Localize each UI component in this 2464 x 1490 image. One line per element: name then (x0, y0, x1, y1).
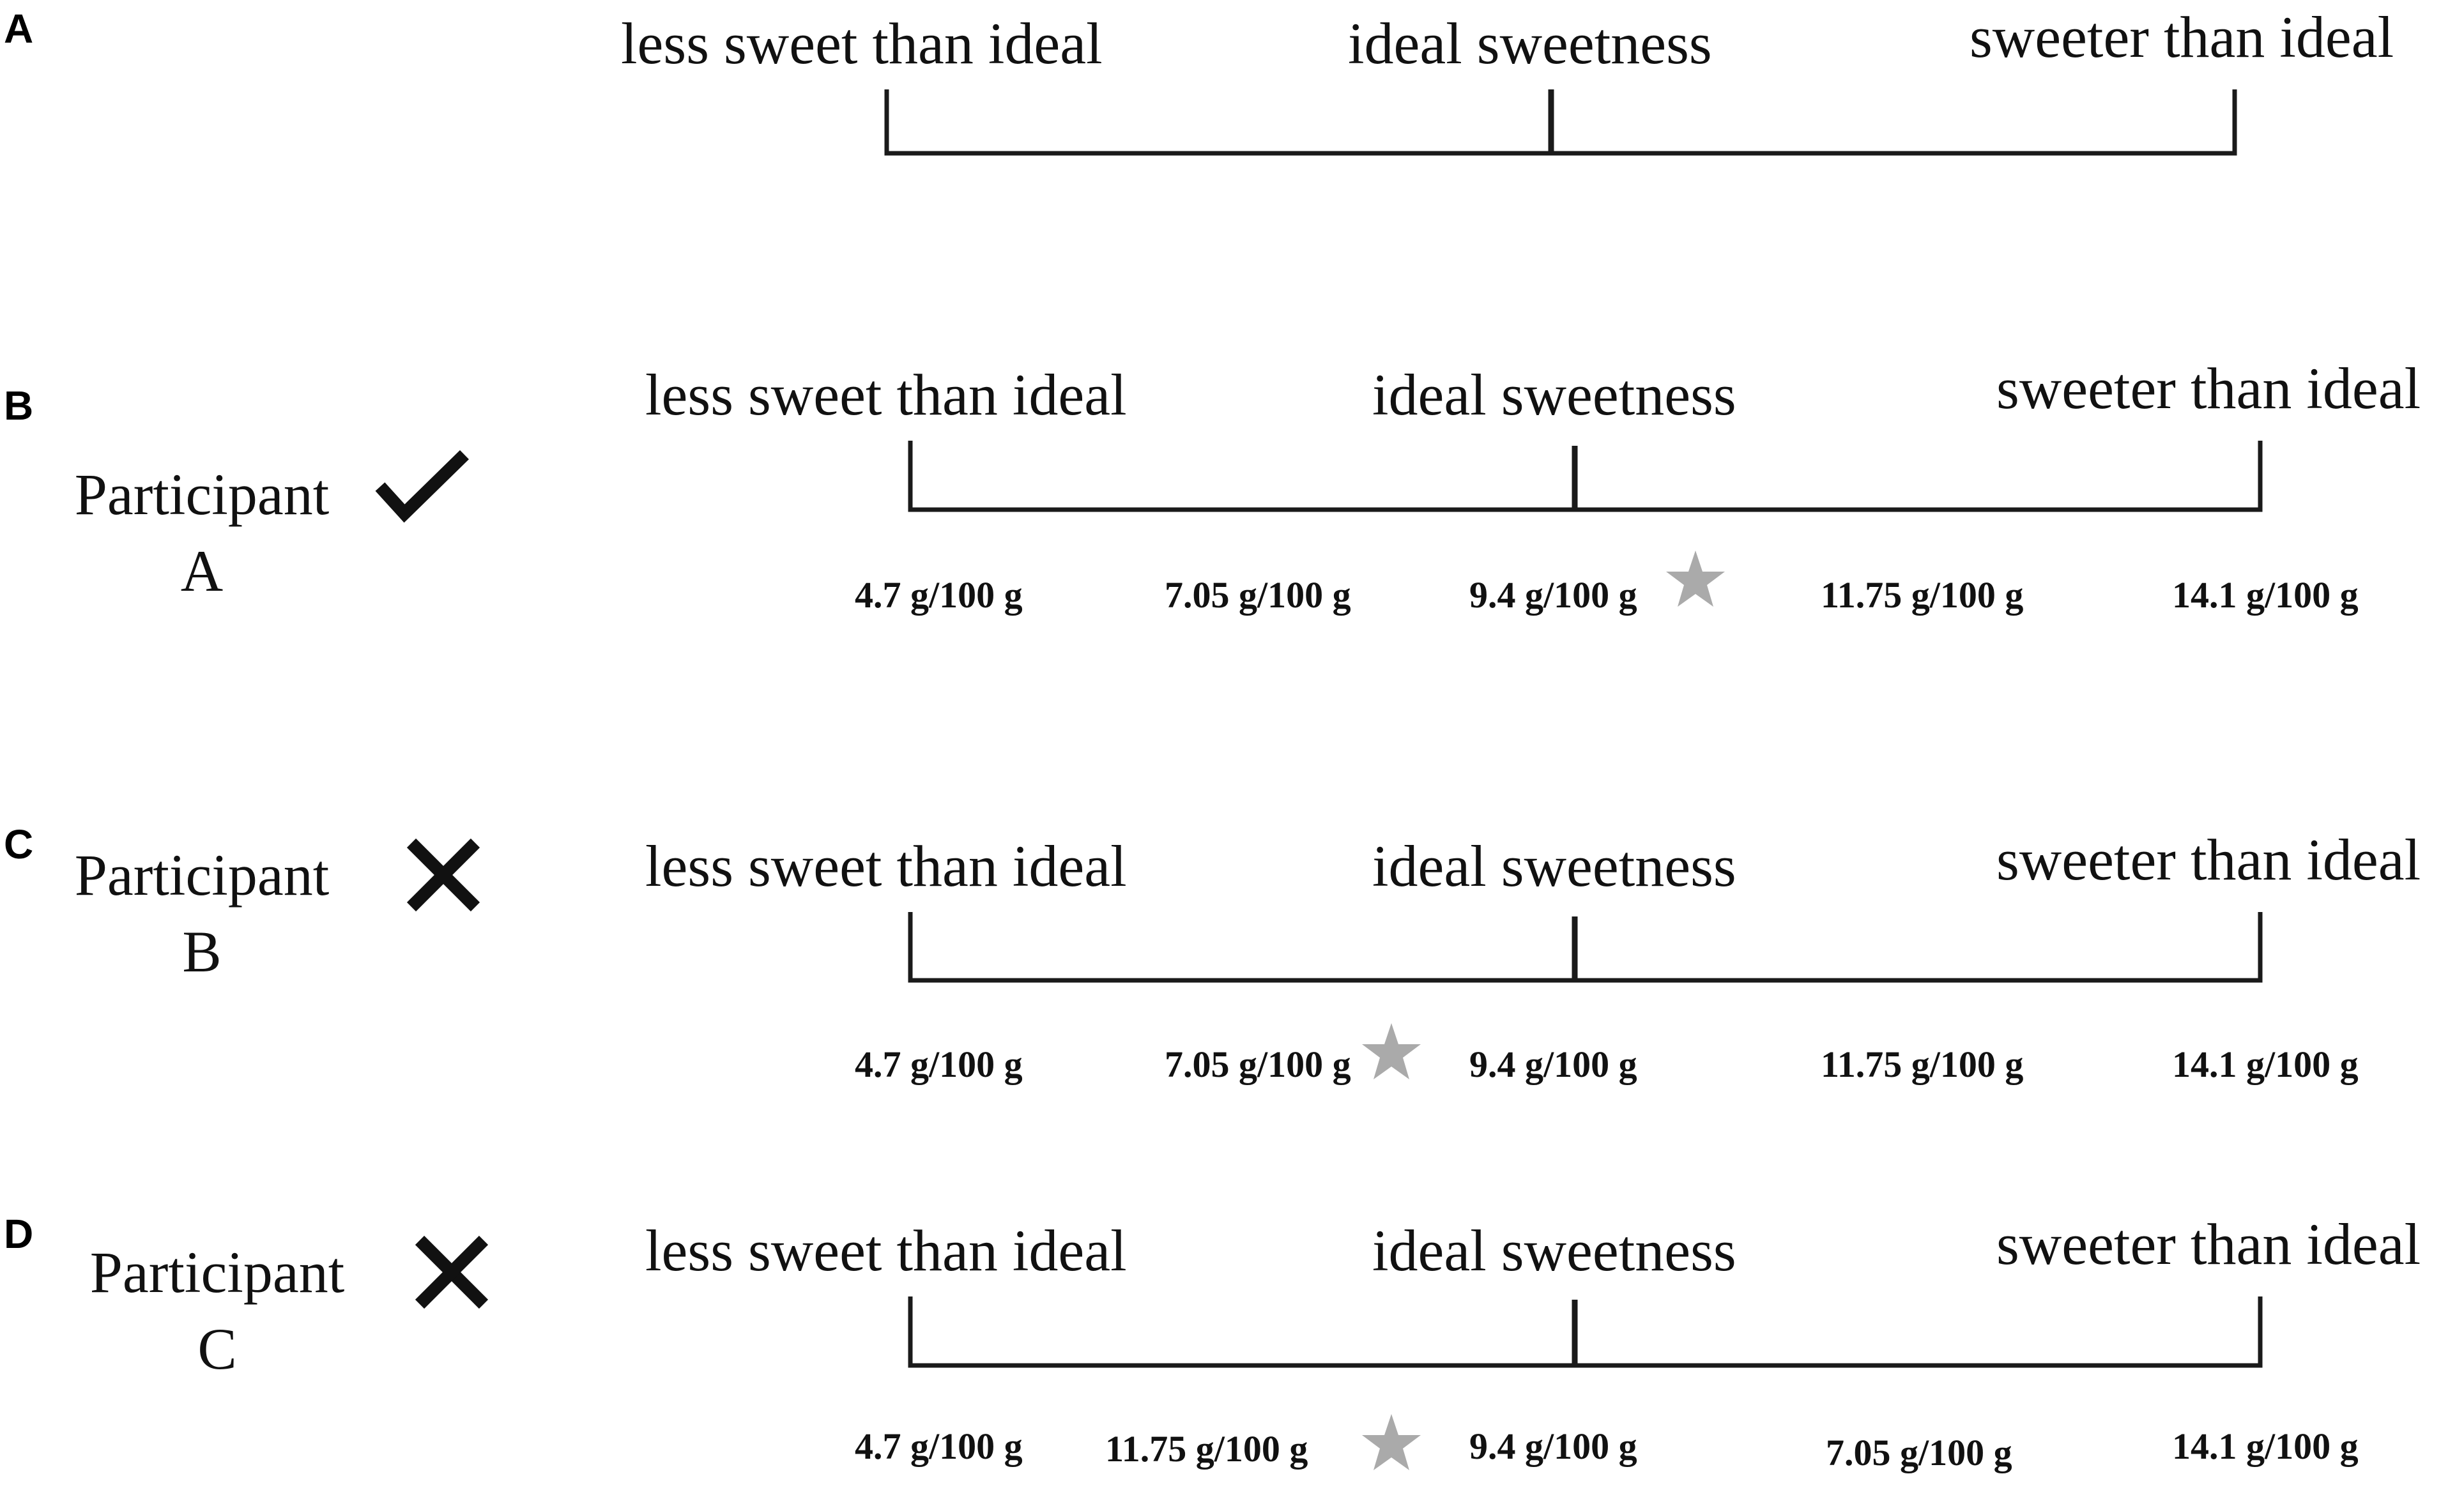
tick-label: 7.05 g/100 g (1165, 574, 1351, 616)
participant-word: Participant (89, 1240, 345, 1305)
tick-label: 7.05 g/100 g (1165, 1044, 1351, 1085)
anchor-ideal: ideal sweetness (1372, 833, 1736, 899)
tick-label: 4.7 g/100 g (855, 1044, 1023, 1085)
panel-letter-c: C (4, 821, 34, 867)
tick-label: 9.4 g/100 g (1469, 574, 1637, 616)
tick-label: 9.4 g/100 g (1469, 1044, 1637, 1085)
participant-id: C (197, 1316, 237, 1381)
tick-label: 11.75 g/100 g (1821, 1044, 2024, 1085)
panel-letter-d: D (4, 1211, 34, 1257)
tick-label: 14.1 g/100 g (2172, 574, 2359, 616)
star-icon (1359, 1411, 1423, 1475)
anchor-less-sweet: less sweet than ideal (645, 362, 1127, 427)
anchor-sweeter: sweeter than ideal (1996, 1212, 2421, 1277)
anchor-sweeter: sweeter than ideal (1996, 827, 2421, 892)
panel-letter-a: A (4, 6, 34, 52)
participant-id: B (182, 919, 222, 984)
panel-letter-b: B (4, 383, 34, 429)
participant-id: A (180, 538, 224, 604)
tick-label: 14.1 g/100 g (2172, 1425, 2359, 1467)
anchor-less-sweet: less sweet than ideal (645, 1218, 1127, 1283)
tick-label: 11.75 g/100 g (1105, 1428, 1308, 1470)
anchor-sweeter: sweeter than ideal (1970, 4, 2394, 70)
participant-word: Participant (74, 462, 330, 527)
tick-label: 7.05 g/100 g (1826, 1432, 2012, 1473)
tick-label: 11.75 g/100 g (1821, 574, 2024, 616)
tick-label: 14.1 g/100 g (2172, 1044, 2359, 1085)
participant-word: Participant (74, 842, 330, 908)
tick-label: 4.7 g/100 g (855, 574, 1023, 616)
anchor-sweeter: sweeter than ideal (1996, 356, 2421, 421)
anchor-ideal: ideal sweetness (1372, 1218, 1736, 1283)
anchor-ideal: ideal sweetness (1372, 362, 1736, 427)
tick-label: 9.4 g/100 g (1469, 1425, 1637, 1467)
tick-label: 4.7 g/100 g (855, 1425, 1023, 1467)
anchor-ideal: ideal sweetness (1348, 11, 1712, 76)
anchor-less-sweet: less sweet than ideal (621, 11, 1103, 76)
anchor-less-sweet: less sweet than ideal (645, 833, 1127, 899)
